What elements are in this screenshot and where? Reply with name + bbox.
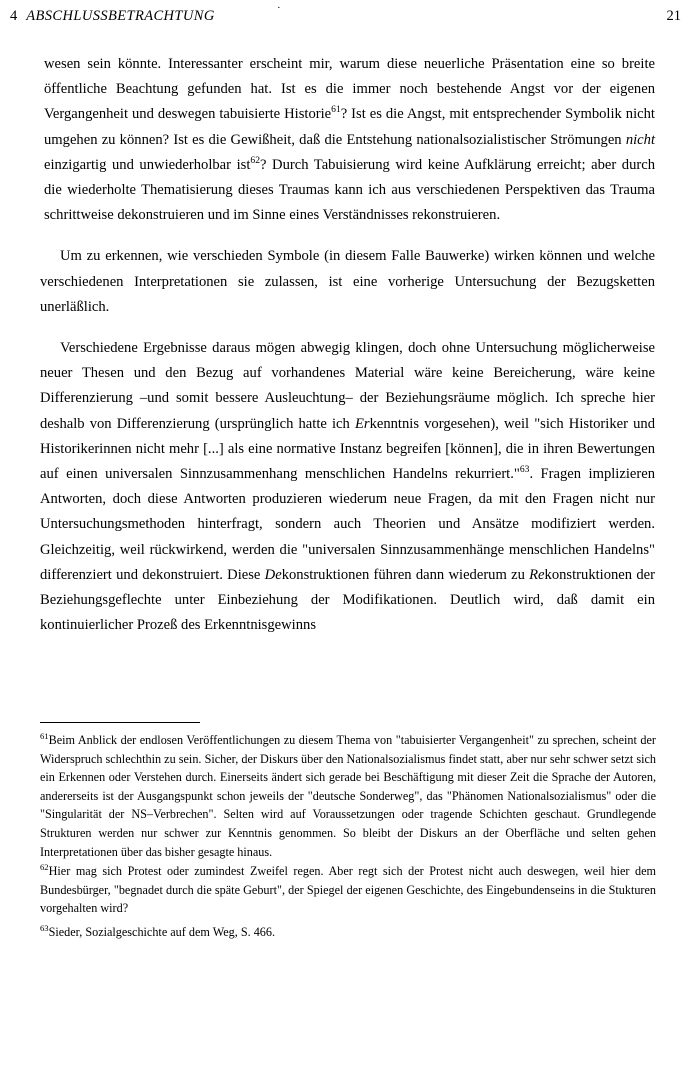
chapter-number: 4 (10, 8, 18, 24)
footnote-62-text: Hier mag sich Protest oder zumindest Zweifel regen. Aber regt sich der Protest nicht auch deswegen, weil hier dem Bundesbürger, "begnadet durch die späte Geburt", der Spiegel der eigenen Geschichte, des Eingebundenseins in die Stukturen vorgehalten wird? (40, 864, 656, 916)
footnote-ref-62[interactable]: 62 (250, 154, 260, 166)
running-head (10, 8, 215, 25)
body-column (40, 52, 655, 638)
paragraph-3 (40, 336, 655, 638)
paragraph-1-text-c: einzigartig und unwiederholbar ist (44, 156, 251, 173)
footnote-62 (40, 862, 656, 918)
footnote-marker-61: 61 (40, 730, 49, 741)
paragraph-1-text-d: ? Durch Tabuisierung wird keine Aufklärung erreicht; aber durch die wiederholte Thematisierung dieses Traumas kann ich aus verschiedenen Perspektiven das Trauma schrittweise dekonstruieren und im Sinne eines Verständnisses rekonstruieren. (44, 156, 655, 224)
center-mark: · (277, 2, 281, 14)
paragraph-1 (40, 52, 655, 228)
footnote-ref-61[interactable]: 61 (331, 104, 341, 116)
footnote-ref-63[interactable]: 63 (519, 464, 530, 476)
paragraph-2: Um zu erkennen, wie verschieden Symbole (in diesem Falle Bauwerke) wirken können und welche verschiedenen Interpretationen sie zulassen, ist eine vorherige Untersuchung der Bezugsketten unerläßlich. (40, 248, 655, 315)
page-header (10, 8, 681, 25)
paragraph-3-text-a: Verschiedene Ergebnisse daraus mögen abwegig klingen, doch ohne Untersuchung möglicherweise neuer Thesen und den Bezug auf vorhandenes Material wäre keine Bereicherung, wäre keine Differenzierung –und somit bessere Ausleuchtung– der Beziehungsräume möglich. Ich spreche hier deshalb von Differenzierung (ursprünglich hatte ich (40, 340, 655, 432)
chapter-title: ABSCHLUSSBETRACHTUNG (26, 8, 215, 24)
paragraph-1-emphasis-nicht: nicht (625, 131, 655, 148)
paragraph-1-text-a: wesen sein könnte. Interessanter erscheint mir, warum diese neuerliche Präsentation eine so breite öffentliche Beachtung gefunden hat. Ist es die immer noch bestehende Angst vor der eigenen Vergangenheit und deswegen tabuisierte Historie (44, 56, 655, 123)
footnote-61-text: Beim Anblick der endlosen Veröffentlichungen zu diesem Thema von "tabuisierter Vergangenheit" zu sprechen, scheint der Widerspruch schlechthin zu sein. Sicher, der Diskurs über den Nationalsozialismus findet statt, aber nur sehr schwer setzt sich ein Erkennen oder Verstehen durch. Einerseits ändert sich gerade bei Beschäftigung mit dieser Zeit die Sprache der Autoren, andererseits ist der Ausgangspunkt schon jeweils der "deutsche Sonderweg", das "Phänomen Nationalsozialismus" oder die "Singularität der NS–Verbrechen". Selten wird auf Voraussetzungen oder tragende Schichten geschaut. Grundlegende Strukturen werden nur schwer zur Kenntnis genommen. So bleibt der Diskurs an der Oberfläche und selten gehen Interpretationen über das bisher gesagte hinaus. (40, 733, 656, 859)
paragraph-3-emphasis-re: Re (529, 566, 545, 583)
footnote-63-text: Sieder, Sozialgeschichte auf dem Weg, S. 466. (48, 924, 276, 939)
paragraph-3-text-e: konstruktionen der Beziehungsgeflechte unter Einbeziehung der Modifikationen. Deutlich wird, daß damit ein kontinuierlicher Prozeß des Erkenntnisgewinns (40, 566, 655, 634)
footnote-63 (40, 923, 656, 942)
footnote-marker-62: 62 (40, 862, 49, 873)
footnote-marker-63: 63 (40, 922, 49, 933)
paragraph-1-text-b: ? Ist es die Angst, mit entsprechender Symbolik nicht umgehen zu können? Ist es die Gewißheit, daß die Entstehung nationalsozialistischer Strömungen (44, 106, 655, 148)
footnote-61 (40, 731, 656, 861)
page-number: 21 (666, 8, 681, 24)
paragraph-3-text-c: . Fragen implizieren Antworten, doch diese Antworten produzieren wiederum neue Fragen, da mit den Fragen nicht nur Untersuchungsmethoden hinterfragt, sondern auch Theorien und Ansätze modifiziert werden. Gleichzeitig, weil rückwirkend, werden die "universalen Sinnzusammenhänge menschlichen Handelns" differenziert und dekonstruiert. Diese (40, 466, 655, 583)
footnote-separator-rule (40, 722, 200, 723)
paragraph-3-emphasis-de: De (264, 566, 282, 583)
paragraph-3-text-d: konstruktionen führen dann wiederum zu (281, 566, 530, 583)
footnotes-area (40, 731, 656, 943)
paragraph-3-emphasis-er: Er (354, 415, 370, 432)
paragraph-3-text-b: kenntnis vorgesehen), weil "sich Historiker und Historikerinnen nicht mehr [...] als eine normative Instanz begreifen [können], die in ihren Bewertungen auf einen universalen Sinnzusammenhang menschlichen Handelns rekurriert." (40, 415, 655, 483)
